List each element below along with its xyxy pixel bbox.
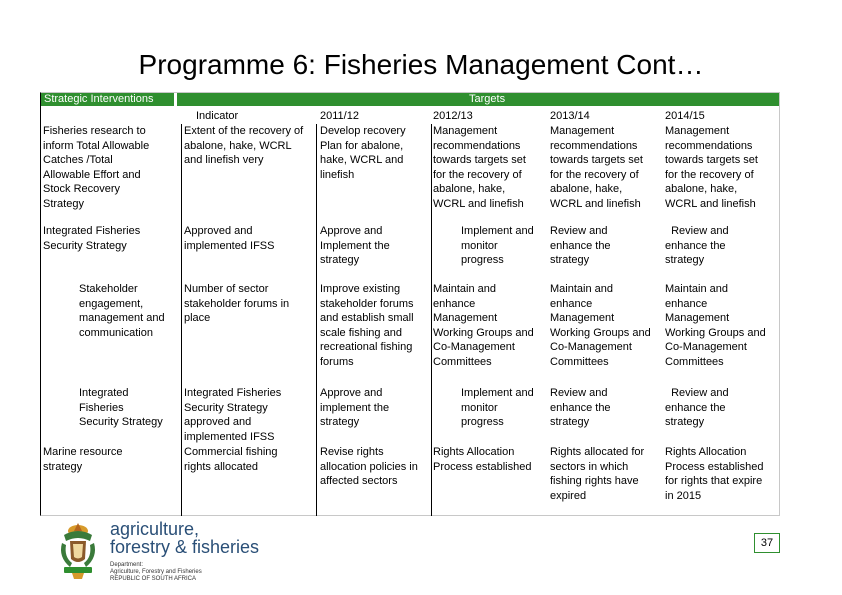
row4-2012-13: Implement and monitor progress xyxy=(461,387,534,428)
row1-2013-14: Management recommendations towards targets set for the recovery of abalone, hake, WCRL and linefish xyxy=(550,125,643,210)
header-strategic-label: Strategic Interventions xyxy=(44,93,154,105)
row5-2012-13: Rights Allocation Process established xyxy=(433,446,532,473)
row3-strategic: Stakeholder engagement, management and communication xyxy=(79,283,165,339)
page-number-badge: 37 xyxy=(754,533,780,553)
row2-2012-13: Implement and monitor progress xyxy=(461,225,534,266)
row2-indicator: Approved and implemented IFSS xyxy=(184,225,275,252)
row1-2014-15: Management recommendations towards targets set for the recovery of abalone, hake, WCRL and linefish xyxy=(665,125,758,210)
row5-strategic: Marine resource strategy xyxy=(43,446,123,473)
row2-2014-15: Review and enhance the strategy xyxy=(665,225,729,266)
row4-2011-12: Approve and implement the strategy xyxy=(320,387,390,428)
row4-2013-14: Review and enhance the strategy xyxy=(550,387,611,428)
row5-2011-12: Revise rights allocation policies in affected sectors xyxy=(320,446,418,487)
col-divider-2011 xyxy=(316,124,317,516)
row3-2011-12: Improve existing stakeholder forums and establish small scale fishing and recreational fishing forums xyxy=(320,283,414,368)
row3-2014-15: Maintain and enhance Management Working Groups and Co-Management Committees xyxy=(665,283,766,368)
table-header-bar xyxy=(41,93,779,106)
col-divider-2012 xyxy=(431,124,432,516)
col-header-2013-14: 2013/14 xyxy=(550,110,590,122)
row5-2013-14: Rights allocated for sectors in which fishing rights have expired xyxy=(550,446,645,502)
row1-strategic: Fisheries research to inform Total Allowable Catches /Total Allowable Effort and Stock Recovery Strategy xyxy=(43,125,150,210)
col-header-2011-12: 2011/12 xyxy=(320,110,359,122)
row1-indicator: Extent of the recovery of abalone, hake, WCRL and linefish very xyxy=(184,125,304,166)
logo-line1: agriculture, xyxy=(110,519,200,539)
header-targets-label: Targets xyxy=(469,93,506,105)
col-header-2012-13: 2012/13 xyxy=(433,110,473,122)
row5-indicator: Commercial fishing rights allocated xyxy=(184,446,278,473)
col-divider-indicator xyxy=(181,124,182,516)
logo-subtext: Department: Agriculture, Forestry and Fisheries REPUBLIC OF SOUTH AFRICA xyxy=(110,562,202,582)
row1-2012-13: Management recommendations towards targets set for the recovery of abalone, hake, WCRL and linefish xyxy=(433,125,526,210)
row2-2013-14: Review and enhance the strategy xyxy=(550,225,611,266)
row2-2011-12: Approve and Implement the strategy xyxy=(320,225,390,266)
col-header-indicator: Indicator xyxy=(196,110,239,122)
coat-of-arms-icon xyxy=(61,523,95,579)
row4-strategic: Integrated Fisheries Security Strategy xyxy=(79,387,163,428)
row4-indicator: Integrated Fisheries Security Strategy approved and implemented IFSS xyxy=(184,387,282,443)
row4-2014-15: Review and enhance the strategy xyxy=(665,387,729,428)
row3-indicator: Number of sector stakeholder forums in place xyxy=(184,283,290,324)
page-title: Programme 6: Fisheries Management Cont… xyxy=(138,49,704,80)
row2-strategic: Integrated Fisheries Security Strategy xyxy=(43,225,141,252)
col-header-2014-15: 2014/15 xyxy=(665,110,705,122)
row3-2012-13: Maintain and enhance Management Working Groups and Co-Management Committees xyxy=(433,283,534,368)
header-strategic-cell xyxy=(41,93,177,106)
logo-line2: forestry & fisheries xyxy=(110,537,260,557)
row3-2013-14: Maintain and enhance Management Working Groups and Co-Management Committees xyxy=(550,283,651,368)
row1-2011-12: Develop recovery Plan for abalone, hake, WCRL and linefish xyxy=(320,125,406,181)
row5-2014-15: Rights Allocation Process established for rights that expire in 2015 xyxy=(665,446,764,502)
